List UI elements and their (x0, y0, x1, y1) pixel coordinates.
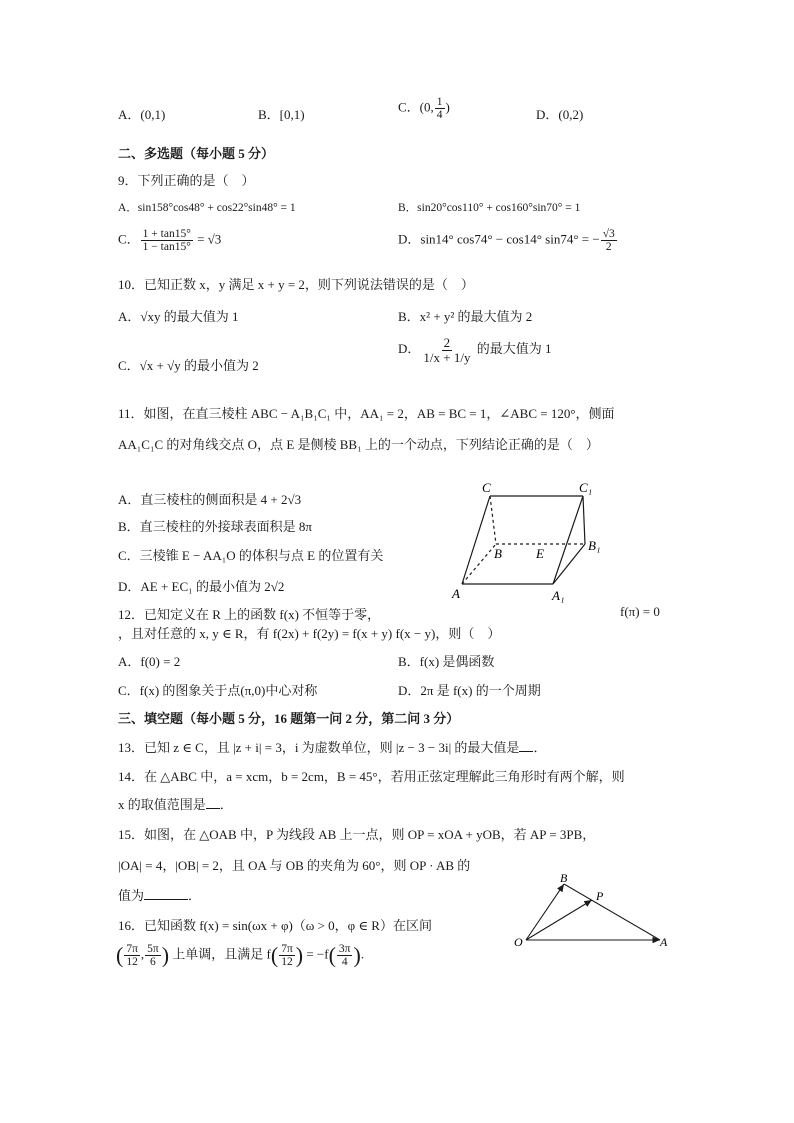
edge-a1b1 (553, 544, 585, 584)
q15-line3-text: 值为 (118, 888, 145, 903)
label-p: P (596, 889, 604, 903)
fraction-denominator: 1/x + 1/y (423, 349, 471, 365)
fraction-denominator: 4 (341, 956, 348, 969)
q8-option-c: C．(0, $\frac{1}{4}$ ) (398, 96, 450, 122)
q15-line1: 15．如图，在 △OAB 中，P 为线段 AB 上一点，则 OP = xOA + yOB，若 AP = 3PB， (118, 827, 596, 842)
q10-option-d-prefix: D． (398, 341, 421, 357)
q12-option-d: D．2π 是 f(x) 的一个周期 (398, 683, 541, 698)
q9-option-c-fraction (141, 228, 193, 253)
q10-option-b: B．x² + y² 的最大值为 2 (398, 309, 533, 324)
edge-c1a1 (553, 496, 583, 584)
q9-option-b: B．sin20°cos110° + cos160°sin70° = 1 (398, 202, 581, 214)
fraction-numerator: 1 + tan15° (142, 228, 191, 240)
interval-end-fraction (145, 943, 161, 968)
q15-line2: |OA| = 4，|OB| = 2，且 OA 与 OB 的夹角为 60°，则 OP · AB 的 (118, 858, 471, 873)
fraction-numerator: 1 (436, 96, 443, 108)
q8-option-a: A．(0,1) (118, 107, 166, 122)
fraction-numerator: 3π (338, 943, 351, 955)
q10-option-d-fraction (421, 336, 472, 364)
label-o: O (514, 935, 523, 949)
q10-stem: 10．已知正数 x，y 满足 x + y = 2，则下列说法错误的是（ ） (118, 277, 474, 292)
q9-option-a: A．sin158°cos48° + cos22°sin48° = 1 (118, 202, 296, 214)
label-a: A (660, 935, 668, 949)
answer-blank[interactable] (519, 741, 533, 752)
fraction-denominator: 12 (126, 956, 138, 969)
q8-option-c-prefix: C．(0, (398, 99, 434, 115)
q11-option-c: C．三棱锥 E − AA₁O 的体积与点 E 的位置有关 (118, 548, 384, 563)
vector-ob (526, 884, 564, 940)
label-b: B (560, 871, 568, 885)
q10-option-d-suffix: 的最大值为 1 (476, 341, 552, 357)
q16-mid-text: 上单调，且满足 f (172, 946, 271, 962)
f2-fraction (337, 943, 353, 968)
fraction-numerator: 5π (147, 943, 159, 955)
q14-line2-text: x 的取值范围是 (118, 797, 206, 812)
q16-line1: 16．已知函数 f(x) = sin(ωx + φ)（ω > 0，φ ∈ R）在区间 (118, 918, 432, 933)
q9-stem: 9．下列正确的是（ ） (118, 173, 255, 188)
interval-start-fraction (124, 943, 140, 968)
q9-option-c (118, 228, 221, 253)
q9-option-d-fraction (601, 228, 617, 253)
q9-option-d-text: D．sin14° cos74° − cos14° sin74° = − (398, 231, 600, 247)
answer-blank[interactable] (144, 887, 188, 900)
segment-ab (564, 884, 660, 940)
label-e: E (536, 546, 544, 561)
q12-option-b: B．f(x) 是偶函数 (398, 654, 495, 669)
label-c1: C₁ (579, 480, 593, 495)
edge-cb-hidden (490, 496, 496, 544)
fraction-numerator: 7π (126, 943, 138, 955)
edge-c1b1 (583, 496, 585, 544)
q11-option-d: D．AE + EC₁ 的最小值为 2√2 (118, 579, 285, 594)
q9-option-c-suffix: = √3 (197, 231, 222, 247)
section3-title: 三、填空题（每小题 5 分，16 题第一问 2 分，第二问 3 分） (118, 711, 460, 726)
q8-option-b: B．[0,1) (258, 107, 305, 122)
q12-condition-right: f(π) = 0 (620, 604, 660, 619)
q8-option-d: D．(0,2) (536, 107, 584, 122)
q16-line2: ( $\frac{7\pi}{12}$ , $\frac{5\pi}{6}$ ) 上单调，且满足 f( $\frac{7\pi}{12}$ ) = −f( $\frac{3\pi}{4}$ ). (116, 942, 365, 969)
q11-stem-line2: AA₁C₁C 的对角线交点 O，点 E 是侧棱 BB₁ 上的一个动点，下列结论正确的是（ ） (118, 437, 599, 452)
label-a: A (452, 586, 460, 601)
fraction-denominator: 2 (605, 241, 612, 254)
q9-option-c-prefix: C． (118, 231, 140, 247)
edge-ca (462, 496, 490, 584)
q13-text: 13．已知 z ∈ C，且 |z + i| = 3，i 为虚数单位，则 |z − 3 − 3i| 的最大值是 (118, 740, 520, 755)
q12-option-a: A．f(0) = 2 (118, 654, 181, 669)
q11-stem-line1: 11．如图，在直三棱柱 ABC − A₁B₁C₁ 中，AA₁ = 2，AB = BC = 1，∠ABC = 120°，侧面 (118, 406, 615, 421)
fraction-denominator: 4 (436, 109, 443, 122)
fraction-denominator: 6 (150, 956, 156, 969)
q10-option-d (398, 336, 551, 364)
label-b: B (494, 546, 502, 561)
section2-title: 二、多选题（每小题 5 分） (118, 146, 275, 161)
fraction-numerator: √3 (602, 228, 615, 240)
q10-option-a: A．√xy 的最大值为 1 (118, 309, 239, 324)
prism-figure (448, 478, 618, 606)
label-b1: B₁ (588, 538, 601, 553)
q14-line2: x 的取值范围是 ． (118, 797, 233, 812)
q10-option-c: C．√x + √y 的最小值为 2 (118, 358, 259, 373)
q12-stem-line2: ，且对任意的 x, y ∈ R，有 f(2x) + f(2y) = f(x + y) f(x − y)，则（ ） (118, 626, 501, 641)
edge-ab-hidden (462, 544, 496, 584)
vector-op (526, 900, 592, 940)
fraction-denominator: 1 − tan15° (142, 241, 191, 254)
q12-stem-line1: 12．已知定义在 R 上的函数 f(x) 不恒等于零， (118, 607, 381, 622)
q16-eq-text: = −f (306, 946, 329, 962)
q14-line1: 14．在 △ABC 中，a = xcm，b = 2cm，B = 45°，若用正弦定理解此三角形时有两个解，则 (118, 769, 625, 784)
q11-option-a: A．直三棱柱的侧面积是 4 + 2√3 (118, 492, 302, 507)
label-c: C (482, 480, 491, 495)
q11-option-b: B．直三棱柱的外接球表面积是 8π (118, 519, 312, 534)
q15-line3: 值为 ． (118, 888, 202, 903)
q9-option-d (398, 228, 618, 253)
q12-option-c: C．f(x) 的图象关于点(π,0)中心对称 (118, 683, 318, 698)
triangle-oab-figure (510, 870, 670, 952)
q8-option-c-fraction (435, 96, 445, 121)
fraction-numerator: 7π (281, 943, 293, 955)
label-a1: A₁ (552, 588, 565, 603)
fraction-denominator: 12 (281, 956, 293, 969)
f1-fraction (279, 943, 295, 968)
q13-line: 13．已知 z ∈ C，且 |z + i| = 3，i 为虚数单位，则 |z − 3 − 3i| 的最大值是 ． (118, 740, 547, 755)
fraction-numerator: 2 (443, 335, 451, 350)
answer-blank[interactable] (206, 798, 220, 809)
